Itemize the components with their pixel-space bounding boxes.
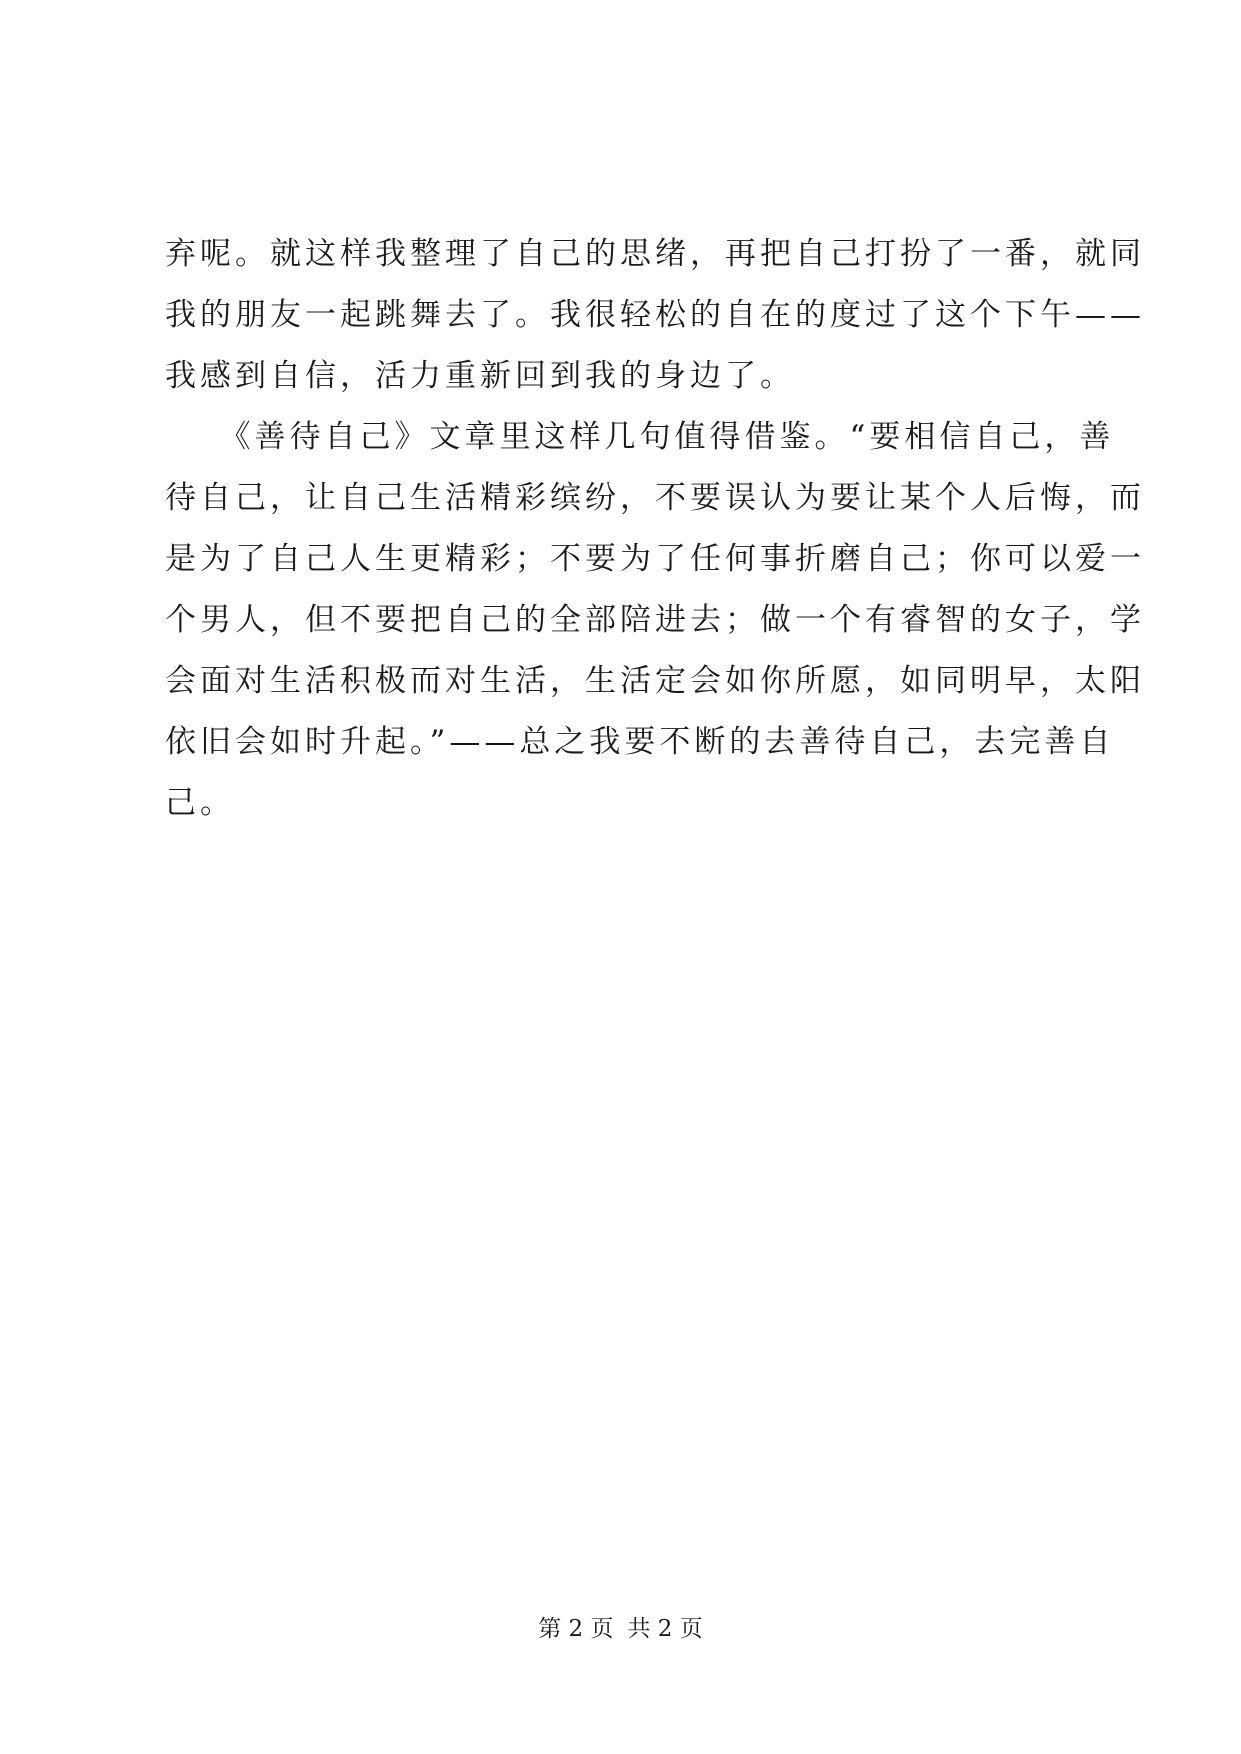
body-text [165,224,1145,834]
page-total: 共 2 页 [627,1616,703,1642]
text-line: 己。 [165,785,235,821]
text-line: 是为了自己人生更精彩；不要为了任何事折磨自己；你可以爱一 [165,541,1145,577]
text-line: 待自己，让自己生活精彩缤纷，不要误认为要让某个人后悔，而 [165,480,1145,516]
text-line: 《善待自己》文章里这样几句值得借鉴。“要相信自己，善 [165,419,1115,455]
text-line: 依旧会如时升起。”——总之我要不断的去善待自己，去完善自 [165,724,1115,760]
page-number: 第 2 页 [538,1616,614,1642]
text-line: 我感到自信，活力重新回到我的身边了。 [165,358,795,394]
text-line: 会面对生活积极而对生活，生活定会如你所愿，如同明早，太阳 [165,663,1145,699]
text-line: 个男人，但不要把自己的全部陪进去；做一个有睿智的女子，学 [165,602,1145,638]
page-footer [0,1614,1241,1644]
text-line: 我的朋友一起跳舞去了。我很轻松的自在的度过了这个下午—— [165,297,1145,333]
text-line: 弃呢。就这样我整理了自己的思绪，再把自己打扮了一番，就同 [165,236,1145,272]
